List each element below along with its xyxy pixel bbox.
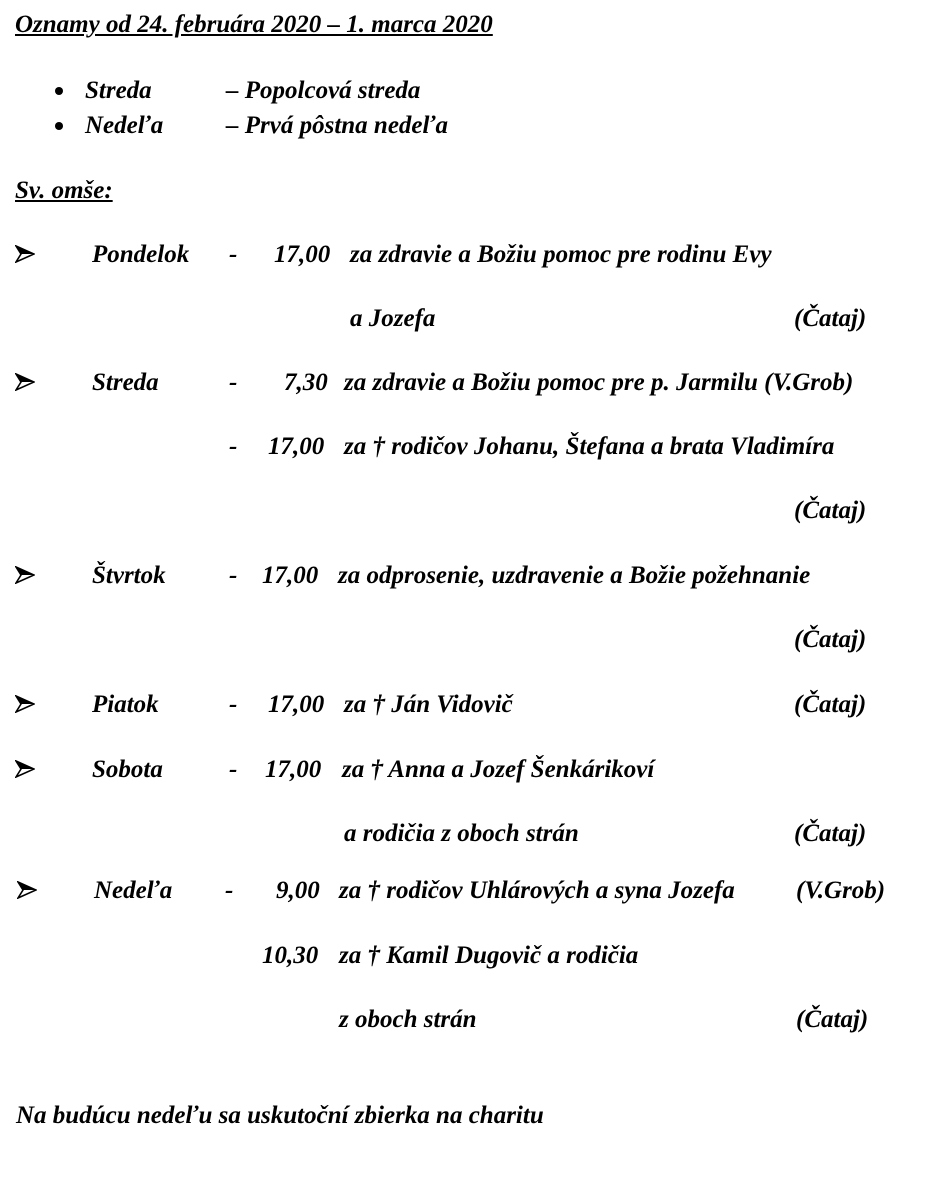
schedule-dash: - <box>229 562 238 589</box>
arrow-bullet-icon <box>15 760 35 778</box>
schedule-day: Streda <box>92 369 159 396</box>
schedule-intention-cont: a Jozefa <box>350 305 436 332</box>
schedule-intention: za † Kamil Dugovič a rodičia <box>339 942 639 969</box>
schedule-time: 17,00 <box>268 433 325 460</box>
schedule-day: Sobota <box>92 756 163 783</box>
highlight-day: Nedeľa <box>85 112 164 139</box>
schedule-time: 17,00 <box>274 241 331 268</box>
schedule-dash: - <box>229 691 238 718</box>
schedule-time: 17,00 <box>262 562 319 589</box>
schedule-intention: za zdravie a Božiu pomoc pre rodinu Evy <box>350 241 772 268</box>
schedule-place: (Čataj) <box>794 305 867 332</box>
schedule-day: Pondelok <box>92 241 190 268</box>
bullet-icon <box>55 122 63 130</box>
highlight-text: – Prvá pôstna nedeľa <box>226 112 449 139</box>
schedule-place: (Čataj) <box>794 497 867 524</box>
schedule-day: Nedeľa <box>94 877 173 904</box>
schedule-dash: - <box>229 241 238 268</box>
masses-heading: Sv. omše: <box>15 177 113 204</box>
arrow-bullet-icon <box>17 881 37 899</box>
schedule-time: 9,00 <box>276 877 320 904</box>
schedule-time: 17,00 <box>268 691 325 718</box>
schedule-intention: za odprosenie, uzdravenie a Božie požehnanie <box>338 562 811 589</box>
footer-announcement: Na budúcu nedeľu sa uskutoční zbierka na charitu <box>16 1102 544 1129</box>
bullet-icon <box>55 87 63 95</box>
arrow-bullet-icon <box>15 373 35 391</box>
highlight-day: Streda <box>85 77 152 104</box>
schedule-dash: - <box>229 433 238 460</box>
schedule-dash: - <box>229 756 238 783</box>
schedule-day: Štvrtok <box>92 562 166 589</box>
schedule-place: (V.Grob) <box>796 877 886 904</box>
schedule-place: (Čataj) <box>794 691 867 718</box>
schedule-dash: - <box>225 877 234 904</box>
arrow-bullet-icon <box>15 695 35 713</box>
schedule-intention-cont: z oboch strán <box>339 1006 477 1033</box>
schedule-time: 7,30 <box>284 369 328 396</box>
schedule-intention: za † rodičov Johanu, Štefana a brata Vladimíra <box>344 433 835 460</box>
schedule-dash: - <box>229 369 238 396</box>
schedule-intention-cont: a rodičia z oboch strán <box>344 820 579 847</box>
schedule-intention: za † Anna a Jozef Šenkárikoví <box>342 756 655 783</box>
schedule-intention: za † rodičov Uhlárových a syna Jozefa <box>339 877 735 904</box>
schedule-place: (Čataj) <box>796 1006 869 1033</box>
arrow-bullet-icon <box>15 245 35 263</box>
arrow-bullet-icon <box>15 566 35 584</box>
page-title: Oznamy od 24. februára 2020 – 1. marca 2020 <box>15 11 493 38</box>
schedule-day: Piatok <box>92 691 159 718</box>
schedule-place: (Čataj) <box>794 626 867 653</box>
schedule-intention: za zdravie a Božiu pomoc pre p. Jarmilu (V.Grob) <box>344 369 854 396</box>
schedule-time: 17,00 <box>265 756 322 783</box>
highlight-text: – Popolcová streda <box>226 77 421 104</box>
schedule-place: (Čataj) <box>794 820 867 847</box>
schedule-intention: za † Ján Vidovič <box>344 691 513 718</box>
schedule-time: 10,30 <box>262 942 319 969</box>
